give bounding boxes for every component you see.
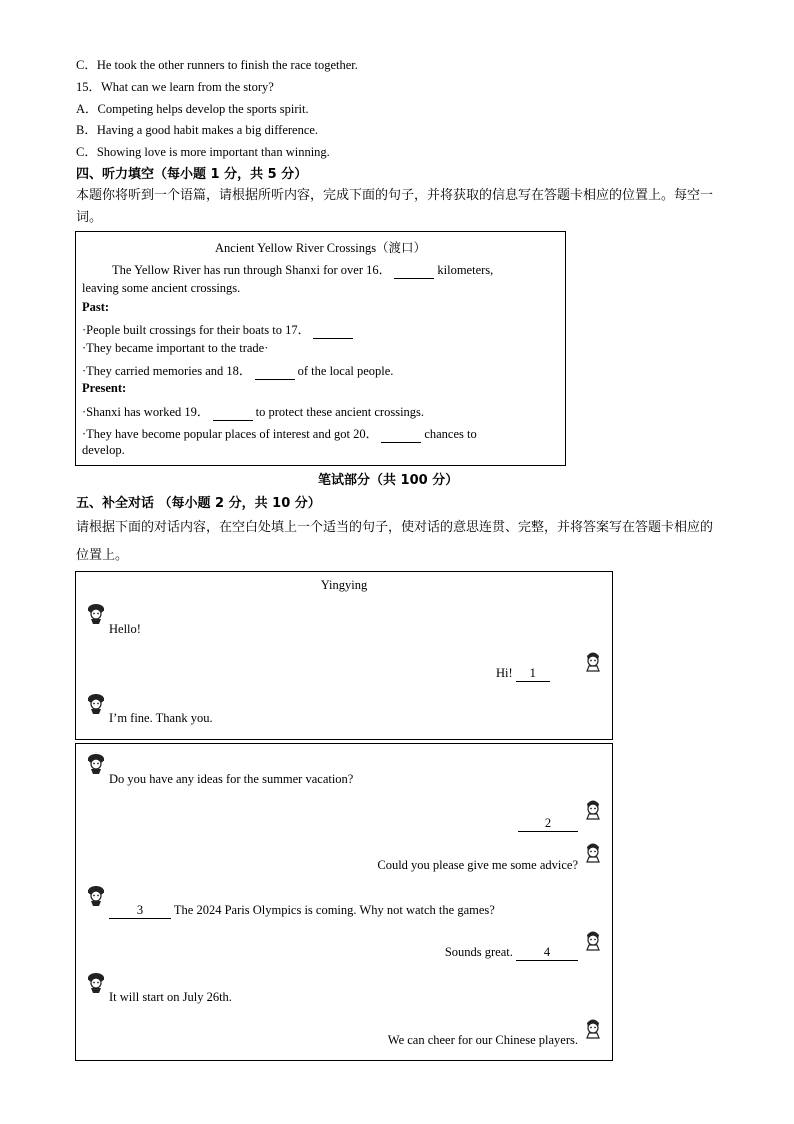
dialog-box-1: [75, 571, 613, 740]
q15-stem: 15．What can we learn from the story?: [76, 80, 274, 94]
intro-text-c: leaving some ancient crossings.: [82, 281, 241, 295]
section5-heading: 五、补全对话 （每小题 2 分，共 10 分）: [76, 496, 321, 511]
boy-avatar-icon: [583, 841, 603, 863]
present-item-2-text-b: chances to: [424, 427, 477, 441]
dialog2-reply-1: [518, 816, 578, 832]
boy-avatar-icon: [583, 929, 603, 951]
past-item-1-text: ·People built crossings for their boats to 17．: [82, 323, 311, 337]
answer-blank-18[interactable]: [255, 364, 295, 380]
present-item-2-cont: develop.: [82, 443, 125, 457]
dialog2-reply-2: Could you please give me some advice?: [377, 858, 578, 872]
dialog2-reply-3: [445, 945, 578, 961]
intro-text-a: The Yellow River has run through Shanxi for over 16．: [112, 263, 392, 277]
present-item-1: [82, 402, 424, 421]
answer-blank-16[interactable]: [394, 263, 434, 279]
past-item-1: [82, 320, 353, 339]
q14-option-c: C．He took the other runners to finish the race together.: [76, 58, 358, 72]
past-label: Past:: [82, 300, 110, 314]
dialog-title: Yingying: [320, 578, 368, 592]
answer-blank-19[interactable]: [213, 405, 253, 421]
past-item-2: ·They became important to the trade·: [82, 341, 269, 355]
q15-option-c: C．Showing love is more important than winning.: [76, 145, 330, 159]
listening-intro: [112, 260, 493, 279]
section5-instruction: 请根据下面的对话内容，在空白处填上一个适当的句子，使对话的意思连贯、完整，并将答案写在答题卡相应的位置上。: [76, 520, 714, 563]
listening-box-title: Ancient Yellow River Crossings（渡口）: [214, 241, 427, 255]
dialog1-line-2: I’m fine. Thank you.: [109, 711, 213, 725]
dialog2-line-2: [109, 903, 495, 919]
intro-text-b: kilometers,: [437, 263, 494, 277]
present-item-2-text-a: ·They have become popular places of interest and got 20．: [82, 427, 379, 441]
answer-blank-1[interactable]: [516, 666, 550, 682]
written-part-heading: 笔试部分（共 100 分）: [318, 473, 459, 488]
present-item-1-text-a: ·Shanxi has worked 19．: [82, 405, 210, 419]
q15-option-b: B．Having a good habit makes a big difference.: [76, 123, 319, 137]
blank-1-number: 1: [529, 666, 536, 680]
boy-avatar-icon: [583, 1017, 603, 1039]
dialog2-line-3: It will start on July 26th.: [109, 990, 232, 1004]
section4-heading: 四、听力填空（每小题 1 分，共 5 分）: [76, 167, 308, 182]
past-item-3-text-b: of the local people.: [297, 364, 394, 378]
boy-avatar-icon: [583, 798, 603, 820]
q15-option-a: A．Competing helps develop the sports spirit.: [76, 102, 309, 116]
dialog2-reply-4: We can cheer for our Chinese players.: [387, 1033, 578, 1047]
answer-blank-2[interactable]: [518, 816, 578, 832]
blank-3-number: 3: [136, 903, 144, 917]
dialog-box-2: [75, 743, 613, 1061]
blank-2-number: 2: [544, 816, 552, 830]
dialog1-reply-1-text: Hi!: [496, 666, 513, 680]
blank-4-number: 4: [543, 945, 551, 959]
listening-box: [75, 231, 566, 466]
present-item-1-text-b: to protect these ancient crossings.: [255, 405, 425, 419]
dialog1-line-1: Hello!: [109, 622, 141, 636]
girl-avatar-icon: [86, 603, 106, 625]
past-item-3: [82, 361, 393, 380]
answer-blank-4[interactable]: [516, 945, 578, 961]
girl-avatar-icon: [86, 693, 106, 715]
dialog2-line-1: Do you have any ideas for the summer vacation?: [109, 772, 354, 786]
present-item-2: [82, 424, 477, 443]
girl-avatar-icon: [86, 753, 106, 775]
past-item-3-text-a: ·They carried memories and 18．: [82, 364, 252, 378]
dialog1-reply-1: [496, 666, 550, 682]
girl-avatar-icon: [86, 885, 106, 907]
section4-instruction: 本题你将听到一个语篇，请根据所听内容，完成下面的句子，并将获取的信息写在答题卡相应的位置上。每空一词。: [76, 188, 714, 225]
answer-blank-3[interactable]: [109, 903, 171, 919]
present-label: Present:: [82, 381, 127, 395]
answer-blank-20[interactable]: [381, 427, 421, 443]
dialog2-line-2-text: The 2024 Paris Olympics is coming. Why not watch the games?: [173, 903, 495, 917]
boy-avatar-icon: [583, 650, 603, 672]
dialog2-reply-3-text: Sounds great.: [444, 945, 513, 959]
answer-blank-17[interactable]: [313, 323, 353, 339]
girl-avatar-icon: [86, 972, 106, 994]
